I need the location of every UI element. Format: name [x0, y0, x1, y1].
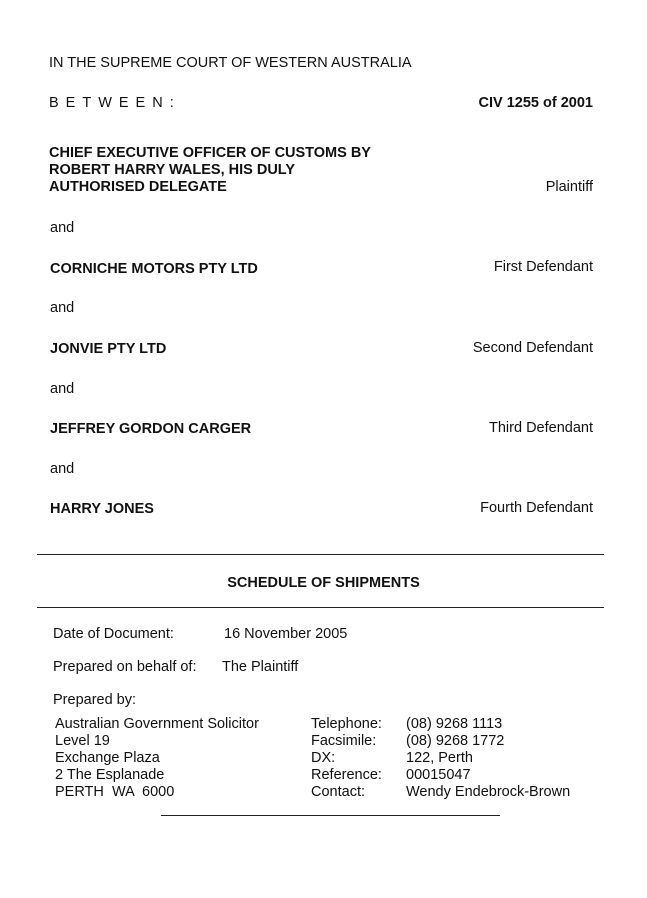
third-defendant-name: JEFFREY GORDON CARGER [50, 421, 252, 437]
facsimile-label: Facsimile: [311, 733, 377, 749]
telephone-label: Telephone: [311, 716, 382, 732]
address-line: PERTH WA 6000 [55, 784, 175, 800]
contact-labels [311, 716, 382, 801]
address-line: 2 The Esplanade [55, 767, 165, 783]
between-label: BETWEEN: [49, 95, 181, 111]
middle-divider [37, 607, 604, 608]
case-number: CIV 1255 of 2001 [478, 95, 593, 111]
plaintiff-name [49, 145, 371, 196]
date-value: 16 November 2005 [224, 626, 348, 642]
and-label: and [50, 461, 75, 477]
fourth-defendant-role: Fourth Defendant [480, 500, 593, 516]
plaintiff-name-line: CHIEF EXECUTIVE OFFICER OF CUSTOMS BY [49, 145, 371, 161]
dx-label: DX: [311, 750, 336, 766]
date-label: Date of Document: [53, 626, 174, 642]
document-title: SCHEDULE OF SHIPMENTS [227, 575, 420, 591]
telephone-value: (08) 9268 1113 [406, 716, 503, 732]
contact-label: Contact: [311, 784, 365, 800]
behalf-label: Prepared on behalf of: [53, 659, 197, 675]
solicitor-address [55, 716, 259, 801]
fourth-defendant-name: HARRY JONES [50, 501, 154, 517]
dx-value: 122, Perth [406, 750, 473, 766]
first-defendant-name: CORNICHE MOTORS PTY LTD [50, 261, 258, 277]
address-line: Exchange Plaza [55, 750, 160, 766]
plaintiff-role: Plaintiff [545, 179, 593, 195]
behalf-value: The Plaintiff [222, 659, 299, 675]
top-divider [37, 554, 604, 555]
and-label: and [50, 381, 75, 397]
first-defendant-role: First Defendant [493, 259, 593, 275]
plaintiff-name-line: ROBERT HARRY WALES, HIS DULY [49, 162, 295, 178]
second-defendant-name: JONVIE PTY LTD [50, 341, 167, 357]
court-title: IN THE SUPREME COURT OF WESTERN AUSTRALIA [49, 55, 412, 71]
third-defendant-role: Third Defendant [489, 420, 593, 436]
and-label: and [50, 300, 75, 316]
address-line: Australian Government Solicitor [55, 716, 259, 732]
reference-label: Reference: [311, 767, 382, 783]
and-label: and [50, 220, 75, 236]
prepared-by-label: Prepared by: [53, 692, 137, 708]
facsimile-value: (08) 9268 1772 [406, 733, 505, 749]
plaintiff-name-line: AUTHORISED DELEGATE [49, 179, 227, 195]
second-defendant-role: Second Defendant [472, 340, 593, 356]
reference-value: 00015047 [406, 767, 471, 783]
bottom-divider [161, 815, 500, 816]
contact-values [406, 716, 570, 801]
contact-value: Wendy Endebrock-Brown [406, 784, 571, 800]
address-line: Level 19 [55, 733, 110, 749]
